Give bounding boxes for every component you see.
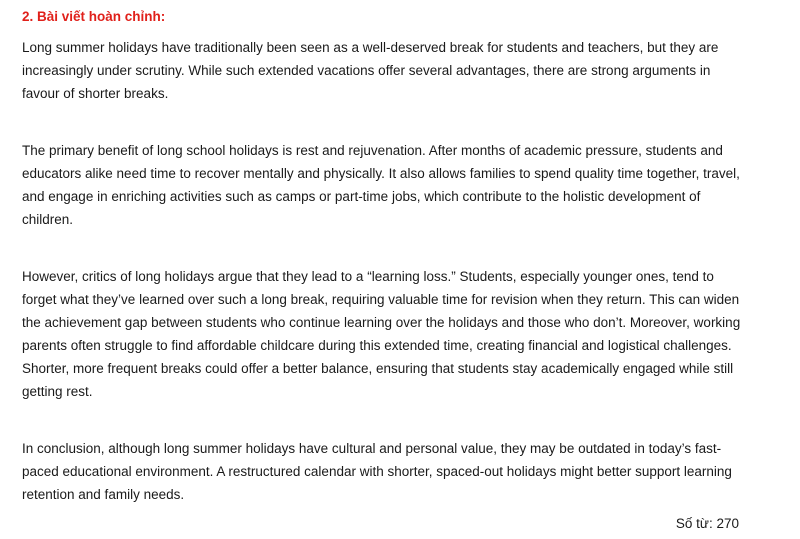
section-heading: 2. Bài viết hoàn chỉnh: [22,9,166,24]
paragraph-body-criticism: However, critics of long holidays argue that they lead to a “learning loss.” Students, especially younger ones, tend to forget what they’ve learned over such a long break, requiring valuable time for revision when they return. This can widen the achievement gap between students who continue learning over the holidays and those who don’t. Moreover, working parents often struggle to find affordable childcare during this extended time, creating financial and logistical challenges. Shorter, more frequent breaks could offer a better balance, ensuring that students stay academically engaged while still getting rest. [22,269,741,399]
paragraph-body-benefits: The primary benefit of long school holidays is rest and rejuvenation. After months of academic pressure, students and educators alike need time to recover mentally and physically. It also allows families to spend quality time together, travel, and engage in enriching activities such as camps or part-time jobs, which contribute to the holistic development of children. [22,143,740,227]
paragraph-introduction: Long summer holidays have traditionally been seen as a well-deserved break for students and teachers, but they are increasingly under scrutiny. While such extended vacations offer several advantages, there are strong arguments in favour of shorter breaks. [22,40,719,101]
word-count: Số từ: 270 [675,516,739,531]
essay-document [22,8,744,506]
paragraph-conclusion: In conclusion, although long summer holidays have cultural and personal value, they may be outdated in today’s fast-paced educational environment. A restructured calendar with shorter, spaced-out holidays might better support learning retention and family needs. [22,441,732,502]
